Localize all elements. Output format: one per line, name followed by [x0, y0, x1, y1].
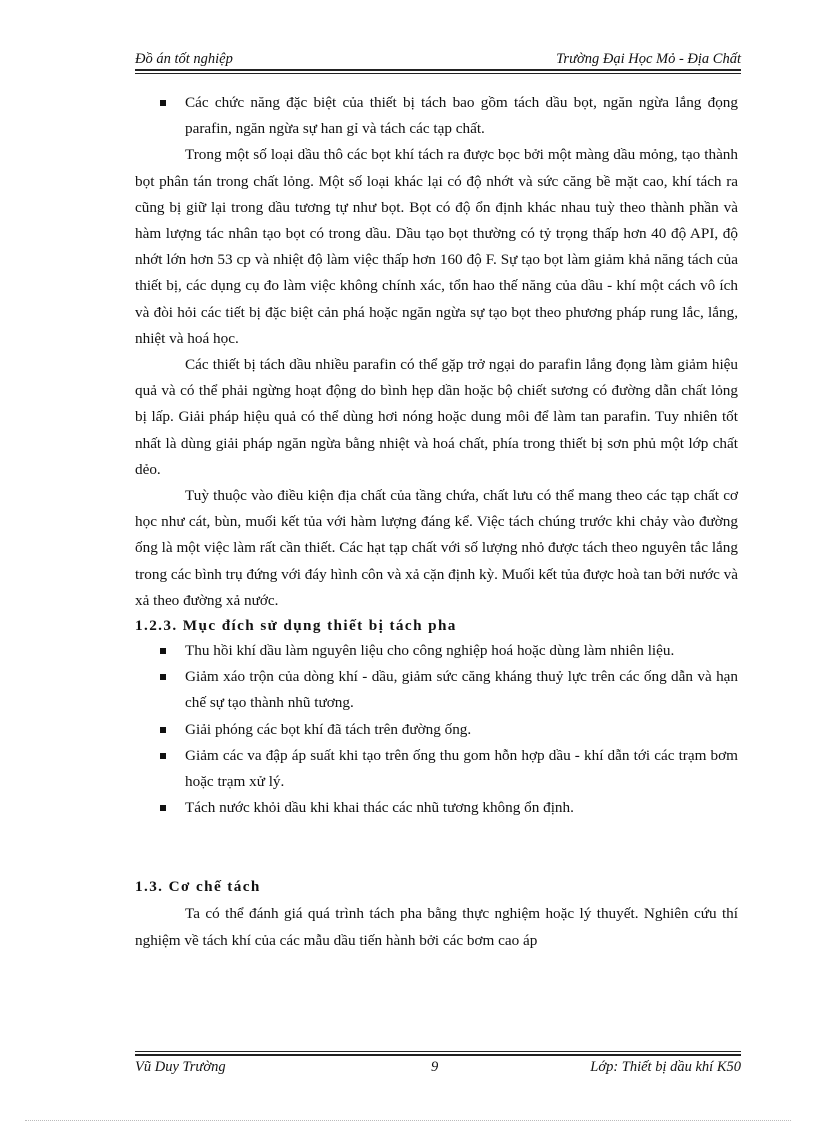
purpose-list — [135, 638, 738, 821]
list-item: Thu hồi khí dầu làm nguyên liệu cho công nghiệp hoá hoặc dùng làm nhiên liệu. — [135, 638, 738, 664]
list-item: Giải phóng các bọt khí đã tách trên đường ống. — [135, 717, 738, 743]
footer-class: Lớp: Thiết bị dầu khí K50 — [590, 1059, 741, 1075]
page-footer — [135, 1058, 741, 1076]
header-rule — [135, 69, 741, 71]
footer-rule-thin — [135, 1051, 741, 1052]
page-number: 9 — [431, 1059, 439, 1075]
list-item: Giảm xáo trộn của dòng khí - dầu, giảm sức căng kháng thuỷ lực trên các ống dẫn và hạn chế sự tạo thành nhũ tương. — [135, 664, 738, 716]
bullet-list-top — [135, 90, 738, 142]
paragraph-separation-mechanism: Ta có thể đánh giá quá trình tách pha bằng thực nghiệm hoặc lý thuyết. Nghiên cứu thí nghiệm về tách khí của các mẫu dầu tiến hành bởi các bơm cao áp — [135, 905, 738, 949]
header-rule-thin — [135, 73, 741, 74]
page-header — [135, 50, 741, 68]
square-bullet-icon — [160, 805, 166, 811]
footer-rule — [135, 1054, 741, 1056]
section-heading-1-3: 1.3. Cơ chế tách — [135, 878, 261, 896]
square-bullet-icon — [160, 753, 166, 759]
list-item: Các chức năng đặc biệt của thiết bị tách bao gồm tách dầu bọt, ngăn ngừa lắng đọng parafin, ngăn ngừa sự han gỉ và tách các tạp chất. — [135, 90, 738, 142]
paragraph-foam: Trong một số loại dầu thô các bọt khí tách ra được bọc bởi một màng dầu mỏng, tạo thành bọt phân tán trong chất lỏng. Một số loại khác lại có độ nhớt và sức căng bề mặt cao, khí tách ra cũng bị giữ lại trong dầu tương tự như bọt. Bọt có độ ổn định khác nhau tuỳ theo thành phần và hàm lượng tác nhân tạo bọt có trong dầu. Dầu tạo bọt thường có tỷ trọng thấp hơn 40 độ API, độ nhớt lớn hơn 53 cp và nhiệt độ làm việc thấp hơn 160 độ F. Sự tạo bọt làm giảm khả năng tách của thiết bị, các dụng cụ đo làm việc không chính xác, tổn hao thế năng của dầu - khí một cách vô ích và đòi hỏi các tiết bị đặc biệt cản phá hoặc ngăn ngừa sự tạo bọt theo phương pháp rung lắc, lắng, nhiệt và hoá học. — [135, 146, 738, 347]
square-bullet-icon — [160, 727, 166, 733]
list-item: Giảm các va đập áp suất khi tạo trên ống thu gom hỗn hợp dầu - khí dẫn tới các trạm bơm hoặc trạm xử lý. — [135, 743, 738, 795]
header-university: Trường Đại Học Mỏ - Địa Chất — [556, 51, 741, 67]
paragraph-paraffin: Các thiết bị tách dầu nhiều parafin có thể gặp trở ngại do parafin lắng đọng làm giảm hiệu quả và có thể phải ngừng hoạt động do bình hẹp dần hoặc bộ chiết sương có đường dẫn chất lỏng bị lấp. Giải pháp hiệu quả có thể dùng hơi nóng hoặc dung môi để làm tan parafin. Tuy nhiên tốt nhất là dùng giải pháp ngăn ngừa bằng nhiệt và hoá chất, phía trong thiết bị sơn phủ một lớp chất dẻo. — [135, 356, 738, 478]
list-item: Tách nước khỏi dầu khi khai thác các nhũ tương không ổn định. — [135, 795, 738, 821]
square-bullet-icon — [160, 100, 166, 106]
body-content — [135, 90, 738, 954]
header-document-type: Đồ án tốt nghiệp — [135, 51, 233, 67]
paragraph-impurities: Tuỳ thuộc vào điều kiện địa chất của tầng chứa, chất lưu có thể mang theo các tạp chất cơ học như cát, bùn, muối kết tủa với hàm lượng đáng kể. Việc tách chúng trước khi chảy vào đường ống là một việc làm rất cần thiết. Các hạt tạp chất với số lượng nhỏ được tách theo nguyên tắc lắng trong các bình trụ đứng với đáy hình côn và xả cặn định kỳ. Muối kết tủa được hoà tan bởi nước và xả theo đường xả nước. — [135, 487, 739, 609]
page-edge-divider — [25, 1120, 791, 1121]
footer-author: Vũ Duy Trường — [135, 1059, 226, 1075]
square-bullet-icon — [160, 674, 166, 680]
section-spacer — [135, 821, 738, 875]
square-bullet-icon — [160, 648, 166, 654]
section-heading-1-2-3: 1.2.3. Mục đích sử dụng thiết bị tách pha — [135, 617, 457, 635]
